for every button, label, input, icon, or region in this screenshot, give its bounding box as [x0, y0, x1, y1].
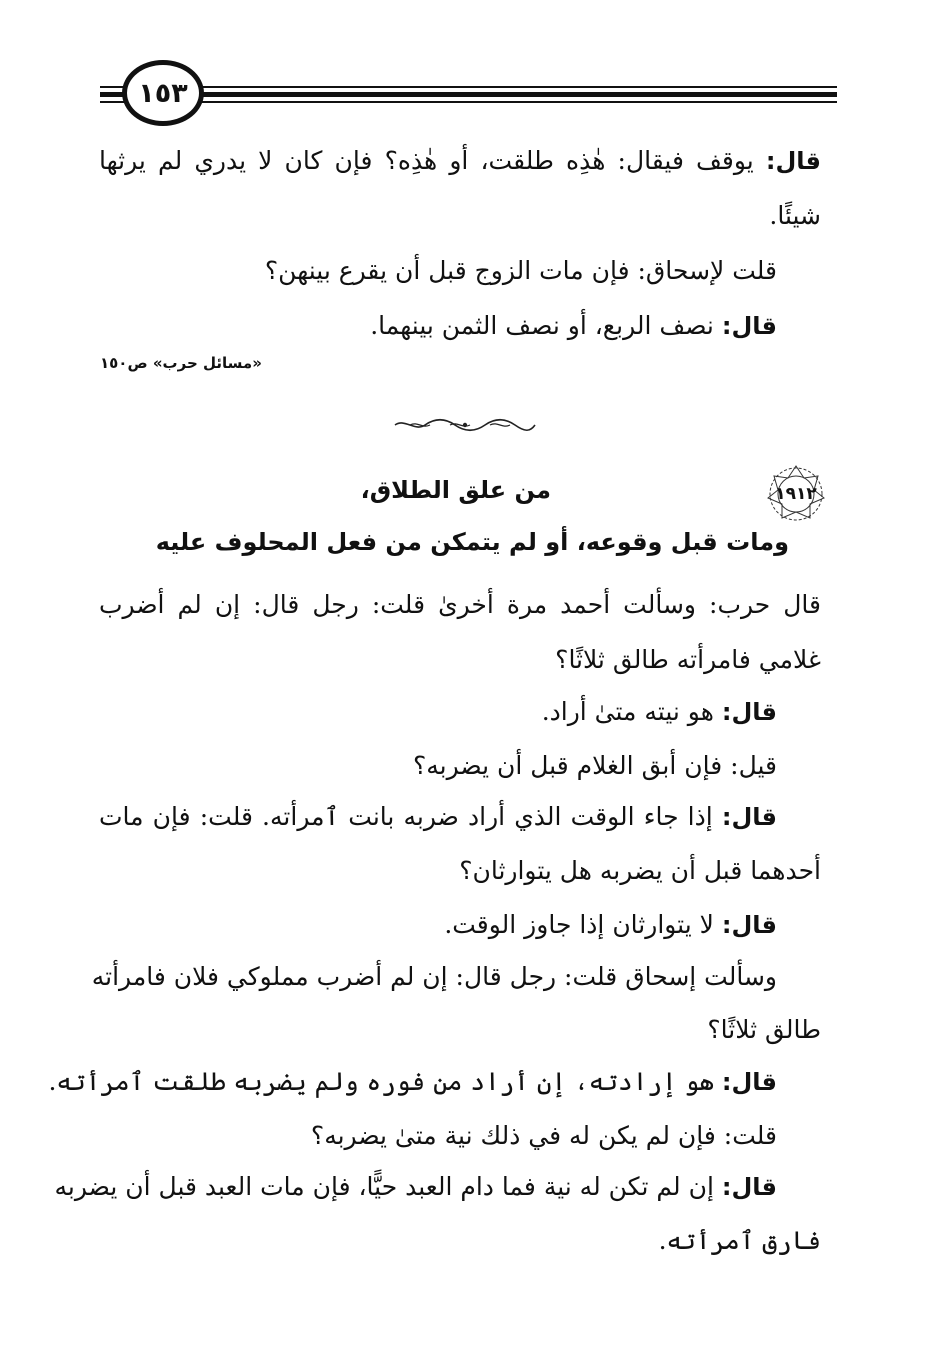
header-rule — [100, 86, 837, 88]
page-header — [0, 0, 937, 130]
section-title: من علق الطلاق، — [360, 476, 551, 504]
text-line — [459, 856, 821, 885]
speaker-label: قال: — [721, 1068, 777, 1096]
line-text: وسألت إسحاق قلت: رجل قال: إن لم أضرب مملوكي فلان فامرأته — [91, 962, 777, 991]
speaker-label: قال: — [721, 312, 777, 340]
text-line — [48, 1067, 777, 1096]
line-text: نصف الربع، أو نصف الثمن بينهما. — [370, 311, 722, 340]
ornament-icon — [390, 418, 540, 432]
line-text: قلت: فإن لم يكن له في ذلك نية متىٰ يضربه؟ — [310, 1121, 777, 1150]
text-line — [99, 146, 821, 175]
section-subtitle: ومات قبل وقوعه، أو لم يتمكن من فعل المحلوف عليه — [155, 528, 789, 556]
speaker-label: قال: — [721, 911, 777, 939]
text-line — [444, 910, 777, 939]
text-line — [659, 1226, 821, 1255]
line-text: قلت لإسحاق: فإن مات الزوج قبل أن يقرع بينهن؟ — [264, 256, 777, 285]
header-rule-thick — [100, 92, 837, 97]
text-line — [99, 802, 777, 831]
line-text: يوقف فيقال: هٰذِه طلقت، أو هٰذِه؟ فإن كان لا يدري لم يرثها — [99, 146, 766, 175]
text-line — [99, 590, 821, 619]
source-reference: «مسائل حرب» ص١٥٠ — [100, 354, 262, 372]
line-text: غلامي فامرأته طالق ثلاثًا؟ — [555, 645, 821, 674]
page-number: ١٥٣ — [138, 77, 188, 109]
text-line — [311, 1121, 777, 1150]
line-text: إن لم تكن له نية فما دام العبد حيًّا، فإن مات العبد قبل أن يضربه — [54, 1172, 722, 1201]
speaker-label: قال: — [721, 1173, 777, 1201]
line-text: فارق ٱمرأته. — [658, 1226, 821, 1255]
text-line — [542, 697, 777, 726]
text-line — [707, 1015, 821, 1044]
line-text: إذا جاء الوقت الذي أراد ضربه بانت ٱمرأته. قلت: فإن مات — [99, 802, 722, 831]
speaker-label: قال: — [721, 698, 777, 726]
text-line — [91, 962, 777, 991]
text-line — [370, 311, 777, 340]
text-line — [555, 645, 821, 674]
line-text: لا يتوارثان إذا جاوز الوقت. — [444, 910, 722, 939]
line-text: هو نيته متىٰ أراد. — [541, 697, 722, 726]
speaker-label: قال: — [765, 147, 821, 175]
line-text: هو إرادته، إن أراد من فوره ولم يضربه طلقت ٱمرأته. — [48, 1067, 722, 1096]
line-text: قال حرب: وسألت أحمد مرة أخرىٰ قلت: رجل قال: إن لم أضرب — [99, 590, 821, 619]
text-line — [769, 201, 821, 230]
ornament-divider — [390, 418, 540, 432]
line-text: شيئًا. — [769, 201, 821, 230]
text-line — [265, 256, 777, 285]
speaker-label: قال: — [721, 803, 777, 831]
page-number-badge — [122, 60, 204, 126]
line-text: طالق ثلاثًا؟ — [707, 1015, 821, 1044]
header-rule — [100, 101, 837, 103]
section-number-badge — [764, 462, 828, 526]
text-line — [413, 751, 777, 780]
section-number: ١٩١٢ — [775, 484, 817, 504]
text-line — [54, 1172, 777, 1201]
line-text: أحدهما قبل أن يضربه هل يتوارثان؟ — [459, 856, 821, 885]
line-text: قيل: فإن أبق الغلام قبل أن يضربه؟ — [412, 751, 777, 780]
